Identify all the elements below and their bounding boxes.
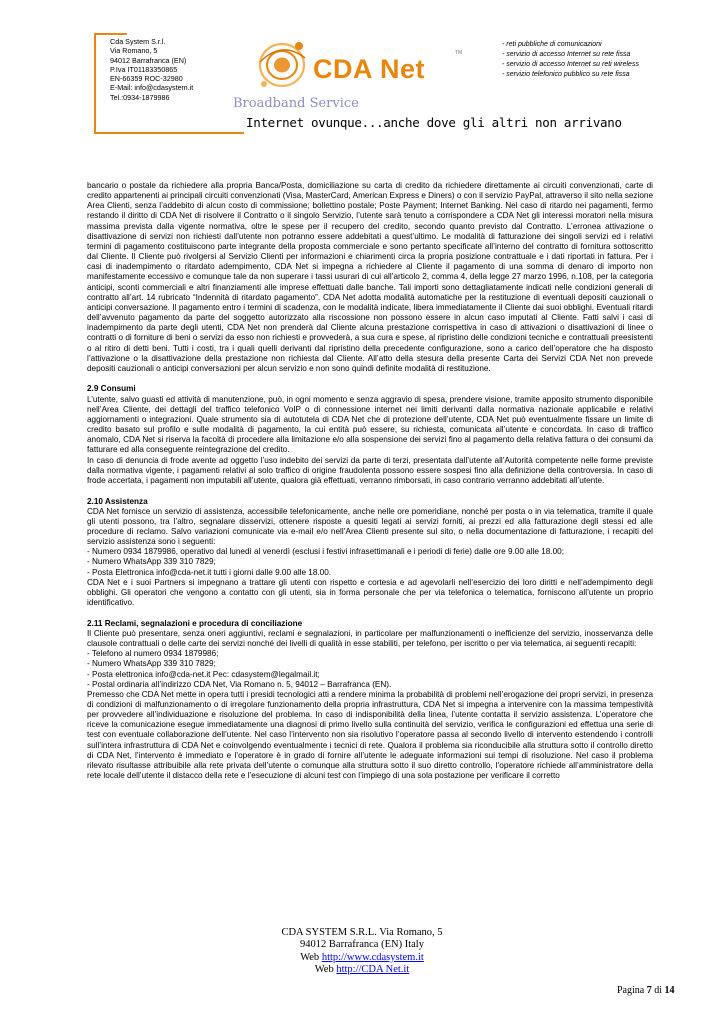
company-roc: EN-66359 ROC-32980 xyxy=(110,74,183,84)
page-total: 14 xyxy=(664,985,675,996)
company-name: Cda System S.r.l. xyxy=(110,37,166,46)
service-item: - servizio telefonico pubblico su rete fissa xyxy=(502,71,630,78)
page-number xyxy=(617,985,675,996)
reclami-paragraph-2: Premesso che CDA Net mette in opera tutti i presidi tecnologici atti a rendere minima la probabilità di problemi nell’erogazione dei propri servizi, in presenza di condizioni di malfunzionamento o di irregolare funzionamento della propria infrastruttura, CDA Net si impegna a intervenire con la massima tempestività per provvedere all’individuazione e risoluzione del problema. In caso di indisponibilità della linea, l’utente contatta il servizio assistenza. L’operatore che riceve la comunicazione esegue immediatamente una diagnosi di primo livello sulla continuità del servizio, verifica le configurazioni ed effettua una serie di test con eventuale collaborazione dell’utente. Nel caso l’intervento non sia risolutivo l’operatore passa al secondo livello di intervento estendendo i controlli sull’intera infrastruttura di CDA Net e coinvolgendo eventualmente i tecnici di rete. Qualora il problema sia riconducibile alla struttura sotto il controllo diretto di CDA Net, l’intervento è immediato e l’operatore è in grado di fornire all’utente le adeguate informazioni sui tempi di risoluzione. Nel caso il problema rilevato risultasse attribuibile alla rete privata dell’utente o comunque alla struttura sotto il suo diretto controllo, l’operatore richiede all’amministratore della rete locale dell’utente il distacco della rete e l’esecuzione di alcuni test con l’impiego di una sola postazione per verificare il corretto xyxy=(87,689,653,781)
section-title-consumi: 2.9 Consumi xyxy=(87,384,136,394)
company-street: Via Romano, 5 xyxy=(110,46,158,56)
company-phone: Tel.:0934-1879986 xyxy=(110,92,170,102)
footer-cdanet-link[interactable]: http://CDA Net.it xyxy=(336,963,410,975)
section-title-reclami: 2.11 Reclami, segnalazioni e procedura di conciliazione xyxy=(87,618,303,628)
service-item: - servizio di accesso Internet su reti wireless xyxy=(502,61,639,68)
section-title-assistenza: 2.10 Assistenza xyxy=(87,496,148,506)
reclami-list-item: - Telefono al numero 0934 1879986; xyxy=(87,649,219,659)
footer-web-prefix: Web xyxy=(314,963,337,975)
consumi-paragraph-1: L’utente, salvo guasti ed attività di manutenzione, può, in ogni momento e senza aggravio di spesa, prendere visione, tramite apposito strumento disponibile nell’Area Cliente, dei dettagli del traffico telefonico VoIP o di connessione internet nei limiti derivanti dalla normativa nazionale applicabile e relativi aggiornamenti o integrazioni. Quale strumento sia di autotutela di CDA Net che di protezione dell’utente, CDA Net può eventualmente fissare un limite di credito basato sul profilo e sulle modalità di pagamento, la cui entità può essere, su richiesta, comunicata all’utente e concordata. In caso di traffico anomalo, CDA Net si riserva la facoltà di procedere alla limitazione e/o alla sospensione dei servizi fino al pagamento della relativa fattura o dei consumi da fatturare ed alla conseguente reintegrazione del credito. xyxy=(87,394,653,455)
page-footer xyxy=(0,927,724,976)
footer-web-line-2 xyxy=(0,964,724,976)
page-current: 7 xyxy=(646,985,652,996)
logo-swirl-icon xyxy=(255,34,315,96)
logo-text: CDA Net xyxy=(313,54,426,84)
company-info xyxy=(110,37,193,102)
page-of: di xyxy=(651,985,665,996)
service-item: - reti pubbliche di comunicazioni xyxy=(502,41,602,48)
footer-web-prefix: Web xyxy=(300,951,322,963)
company-email: E-Mail: info@cdasystem.it xyxy=(110,83,194,93)
assistenza-list-item: - Posta Elettronica info@cda-net.it tutti i giorni dalle 9.00 alle 18.00. xyxy=(87,567,332,577)
page-label: Pagina xyxy=(617,985,647,996)
assistenza-paragraph-2: CDA Net e i suoi Partners si impegnano a trattare gli utenti con rispetto e cortesia e ad agevolarli nell’esercizio dei loro diritti e nell’adempimento degli obblighi. Gli operatori che vengono a contatto con gli utenti, sia in forma personale che per via telefonica o telematica, forniscono all’utente un proprio identificativo. xyxy=(87,577,653,608)
reclami-paragraph-1: Il Cliente può presentare, senza oneri aggiuntivi, reclami e segnalazioni, in particolare per malfunzionamenti o inefficienze del servizio, inosservanza delle clausole contrattuali o delle carte dei servizi nonché dei livelli di qualità in esse stabiliti, per telefono, per iscritto o per via telematica, ai seguenti recapiti: xyxy=(87,628,653,649)
footer-city-line: 94012 Barrafranca (EN) Italy xyxy=(300,939,424,951)
intro-paragraph: bancario o postale da richiedere alla propria Banca/Posta, domiciliazione su carta di credito da richiedere direttamente ai circuiti convenzionati, carte di credito appartenenti ai principali circuiti convenzionati (Visa, MasterCard, American Express e Diners) o con il servizio PayPal, attraverso il sito nella sezione Area Clienti, senza l’addebito di alcun costo di commissione; bollettino postale; Poste Payment; Internet Banking. Nel caso di ritardo nei pagamenti, fermo restando il diritto di CDA Net di risolvere il Contratto o il singolo Servizio, l’utente sarà tenuto a corrispondere a CDA Net gli interessi moratori nella misura massima prevista dalla vigente normativa, oltre le spese per il recupero del credito, secondo quanto previsto dal Contratto. L’erronea attivazione o disattivazione di servizi non richiesti dall’utente non potranno essere addebitati a quest’ultimo. Le modalità di fatturazione dei singoli servizi ed i relativi termini di pagamento costituiscono parte integrante della proposta commerciale e sono pertanto specificate all’interno del contratto di fornitura sottoscritto dal Cliente. Il Cliente può rivolgersi al Servizio Clienti per informazioni e chiarimenti circa la propria posizione contrattuale e i dati riportati in fattura. Per i casi di inadempimento o ritardato adempimento, CDA Net si impegna a richiedere al Cliente il pagamento di una somma di denaro di importo non manifestamente eccessivo e comunque tale da non superare i tassi usurari di cui all’articolo 2, comma 4, della legge 27 marzo 1996, n.108, per la categoria anticipi, sconti commerciali e altri finanziamenti alle imprese effettuati dalle banche. Tali importi sono dettagliatamente indicati nelle condizioni generali di contratto all’art. 14 rubricato “Indennità di ritardato pagamento”. CDA Net adotta modalità automatiche per la restituzione di eventuali depositi cauzionali o anticipi conversazione. Il pagamento entro i termini di scadenza, con le modalità indicate, libera immediatamente il Cliente dai suoi obblighi. Eventuali ritardi dell’avvenuto pagamento da parte del soggetto autorizzato alla riscossione non possono essere in alcun caso imputati al Cliente. Fatti salvi i casi di inadempimento da parte degli utenti, CDA Net non prenderà dal Cliente alcuna prestazione corrispettiva in caso di attivazioni o disattivazioni di linee o contratti o di forniture di beni o servizi da esso non richiesti e provvederà, a sua cura e spese, al ripristino delle condizioni tecniche e contrattuali preesistenti o al ritiro di detti beni. Tutti i costi, tra i quali quelli derivanti dal ripristino della precedente configurazione, sono a carico dell’operatore che ha disposto l’attivazione o la disattivazione della prestazione non richiesta dal Cliente. All’atto della stesura della presente Carta dei Servizi CDA Net non prevede depositi cauzionali o anticipi conversazioni per alcun servizio e non sono quindi definite modalità di restituzione. xyxy=(87,181,653,373)
footer-company-line: CDA SYSTEM S.R.L. Via Romano, 5 xyxy=(281,927,443,938)
consumi-paragraph-2: In caso di denuncia di frode avente ad oggetto l’uso indebito dei servizi da parte di terzi, presentata dall’utente all’Autorità competente nelle forme previste dalla normativa vigente, i pagamenti relativi al solo traffico di origine fraudolenta possono essere sospesi fino alla definizione della controversia. In caso di frode accertata, i pagamenti non imputabili all’utente, qualora già effettuati, verranno rimborsati, in caso contrario verranno addebitati all’utente. xyxy=(87,455,653,485)
reclami-list-item: - Posta elettronica info@cda-net.it Pec: cdasystem@legalmail.it; xyxy=(87,669,320,679)
header-accent-line-bottom xyxy=(94,132,244,134)
services-list xyxy=(502,40,639,80)
document-body xyxy=(87,181,653,781)
reclami-list-item: - Numero WhatsApp 339 310 7829; xyxy=(87,659,216,669)
footer-website-link[interactable]: http://www.cdasystem.it xyxy=(321,951,424,963)
assistenza-list-item: - Numero WhatsApp 339 310 7829; xyxy=(87,557,216,567)
tagline: Internet ovunque...anche dove gli altri non arrivano xyxy=(246,115,622,130)
footer-web-line-1 xyxy=(0,952,724,964)
cda-net-logo xyxy=(255,34,465,96)
logo-trademark: TM xyxy=(455,50,463,56)
assistenza-list-item: - Numero 0934 1879986, operativo dal lunedì al venerdì (esclusi i festivi infrasettimanali e i periodi di ferie) dalle ore 9.00 alle 18.00; xyxy=(87,547,564,557)
company-vat: P.Iva IT01183350865 xyxy=(110,64,178,74)
broadband-service-label: Broadband Service xyxy=(233,96,359,111)
header-accent-line-top xyxy=(95,33,127,35)
service-item: - servizio di accesso Internet su rete fissa xyxy=(502,51,631,58)
assistenza-paragraph-1: CDA Net fornisce un servizio di assistenza, accessibile telefonicamente, anche nelle ore pomeridiane, nonché per posta o in via telematica, tramite il quale gli utenti possono, tra l’altro, segnalare disservizi, ottenere risposte a quesiti legati ai servizi forniti, ai prezzi ed alla fatturazione degli stessi ed alle procedure di reclamo. Salvo variazioni comunicate via e-mail e/o nell’Area Clienti presente sul sito, o nella documentazione di fatturazione, i recapiti del servizio assistenza sono i seguenti: xyxy=(87,506,653,547)
header-accent-line-vertical xyxy=(94,33,96,133)
company-city: 94012 Barrafranca (EN) xyxy=(110,55,187,65)
reclami-list-item: - Postal ordinaria all’indirizzo CDA Net, Via Romano n. 5, 94012 – Barrafranca (EN). xyxy=(87,679,392,689)
